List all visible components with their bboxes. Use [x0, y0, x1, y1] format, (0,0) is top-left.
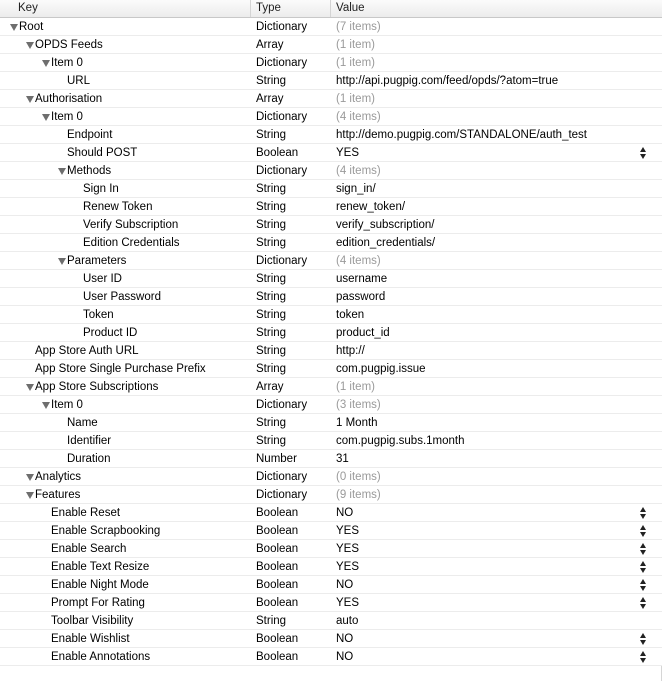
plist-row[interactable] — [0, 36, 662, 54]
plist-row[interactable] — [0, 378, 662, 396]
boolean-stepper-icon[interactable] — [640, 650, 648, 664]
key-label: Enable Reset — [51, 507, 121, 519]
key-cell[interactable] — [0, 162, 250, 180]
type-cell[interactable]: Array — [256, 39, 284, 51]
value-cell[interactable]: verify_subscription/ — [336, 219, 435, 231]
value-cell[interactable]: 31 — [336, 453, 349, 465]
plist-row[interactable] — [0, 360, 662, 378]
plist-row[interactable] — [0, 342, 662, 360]
key-cell[interactable] — [0, 432, 250, 450]
key-label: App Store Single Purchase Prefix — [35, 363, 206, 375]
value-cell[interactable]: http://demo.pugpig.com/STANDALONE/auth_test — [336, 129, 587, 141]
type-cell[interactable]: Boolean — [256, 507, 299, 519]
plist-row[interactable] — [0, 324, 662, 342]
type-cell[interactable]: Dictionary — [256, 21, 308, 33]
key-label: Enable Annotations — [51, 651, 151, 663]
value-cell[interactable]: YES — [336, 525, 360, 537]
plist-row[interactable] — [0, 432, 662, 450]
key-label: Duration — [67, 453, 111, 465]
boolean-stepper-icon[interactable] — [640, 596, 648, 610]
key-label: Item 0 — [51, 57, 83, 69]
value-cell[interactable]: sign_in/ — [336, 183, 376, 195]
type-cell[interactable]: Array — [256, 381, 284, 393]
plist-row[interactable] — [0, 252, 662, 270]
type-cell[interactable]: String — [256, 327, 287, 339]
key-label: Token — [83, 309, 114, 321]
key-label: Enable Text Resize — [51, 561, 150, 573]
key-column-header[interactable]: Key — [18, 2, 38, 14]
type-cell[interactable]: Dictionary — [256, 471, 308, 483]
value-cell[interactable]: token — [336, 309, 365, 321]
boolean-stepper-icon[interactable] — [640, 578, 648, 592]
value-cell[interactable]: (9 items) — [336, 489, 381, 501]
key-label: Toolbar Visibility — [51, 615, 134, 627]
value-cell[interactable]: (1 item) — [336, 39, 375, 51]
plist-row[interactable] — [0, 270, 662, 288]
key-cell[interactable] — [0, 306, 250, 324]
type-cell[interactable]: String — [256, 237, 287, 249]
value-column-header[interactable]: Value — [330, 0, 662, 17]
value-cell[interactable]: (1 item) — [336, 381, 375, 393]
plist-row[interactable] — [0, 486, 662, 504]
plist-row[interactable] — [0, 108, 662, 126]
plist-row[interactable] — [0, 468, 662, 486]
plist-row[interactable] — [0, 414, 662, 432]
plist-row[interactable] — [0, 180, 662, 198]
key-cell[interactable] — [0, 360, 250, 378]
key-cell[interactable] — [0, 270, 250, 288]
key-cell[interactable] — [0, 180, 250, 198]
key-cell[interactable] — [0, 468, 250, 486]
type-cell[interactable]: String — [256, 363, 287, 375]
key-label: Authorisation — [35, 93, 103, 105]
value-cell[interactable]: NO — [336, 633, 354, 645]
value-cell[interactable]: (7 items) — [336, 21, 381, 33]
key-label: Prompt For Rating — [51, 597, 145, 609]
key-cell[interactable] — [0, 504, 250, 522]
value-cell[interactable]: product_id — [336, 327, 390, 339]
value-cell[interactable]: renew_token/ — [336, 201, 406, 213]
plist-row[interactable] — [0, 216, 662, 234]
key-label: Endpoint — [67, 129, 113, 141]
key-label: Name — [67, 417, 98, 429]
type-cell[interactable]: String — [256, 129, 287, 141]
key-cell[interactable] — [0, 648, 250, 666]
key-cell[interactable] — [0, 522, 250, 540]
key-label: Methods — [67, 165, 112, 177]
type-cell[interactable]: Array — [256, 93, 284, 105]
plist-row[interactable] — [0, 630, 662, 648]
value-cell[interactable]: 1 Month — [336, 417, 378, 429]
value-cell[interactable]: NO — [336, 579, 354, 591]
plist-row[interactable] — [0, 126, 662, 144]
key-cell[interactable] — [0, 540, 250, 558]
type-cell[interactable]: Dictionary — [256, 399, 308, 411]
value-cell[interactable]: YES — [336, 543, 360, 555]
value-cell[interactable]: http://api.pugpig.com/feed/opds/?atom=true — [336, 75, 559, 87]
type-cell[interactable]: Number — [256, 453, 297, 465]
value-cell[interactable]: password — [336, 291, 386, 303]
value-cell[interactable]: YES — [336, 597, 360, 609]
plist-row[interactable] — [0, 450, 662, 468]
key-cell[interactable] — [0, 414, 250, 432]
key-label: Edition Credentials — [83, 237, 180, 249]
key-cell[interactable] — [0, 576, 250, 594]
value-cell[interactable]: (4 items) — [336, 255, 381, 267]
value-cell[interactable]: (4 items) — [336, 165, 381, 177]
type-cell[interactable]: String — [256, 75, 287, 87]
key-cell[interactable] — [0, 216, 250, 234]
key-label: Sign In — [83, 183, 119, 195]
plist-row[interactable] — [0, 612, 662, 630]
type-cell[interactable]: String — [256, 345, 287, 357]
key-label: User ID — [83, 273, 122, 285]
key-cell[interactable] — [0, 144, 250, 162]
plist-row[interactable] — [0, 288, 662, 306]
type-cell[interactable]: Boolean — [256, 579, 299, 591]
key-label: Identifier — [67, 435, 112, 447]
value-cell[interactable]: (0 items) — [336, 471, 381, 483]
key-label: App Store Auth URL — [35, 345, 139, 357]
key-cell[interactable] — [0, 396, 250, 414]
type-cell[interactable]: String — [256, 201, 287, 213]
key-label: OPDS Feeds — [35, 39, 103, 51]
key-cell[interactable] — [0, 72, 250, 90]
plist-row[interactable] — [0, 594, 662, 612]
key-label: Parameters — [67, 255, 127, 267]
plist-row[interactable] — [0, 90, 662, 108]
key-label: URL — [67, 75, 91, 87]
boolean-stepper-icon[interactable] — [640, 146, 648, 160]
key-cell[interactable] — [0, 342, 250, 360]
value-cell[interactable]: (1 item) — [336, 57, 375, 69]
plist-row[interactable] — [0, 54, 662, 72]
key-label: Enable Night Mode — [51, 579, 149, 591]
plist-row[interactable] — [0, 396, 662, 414]
value-cell[interactable]: NO — [336, 507, 354, 519]
key-cell[interactable] — [0, 288, 250, 306]
value-cell[interactable]: http:// — [336, 345, 365, 357]
type-cell[interactable]: String — [256, 183, 287, 195]
value-cell[interactable]: YES — [336, 147, 360, 159]
key-cell[interactable] — [0, 108, 250, 126]
boolean-stepper-icon[interactable] — [640, 560, 648, 574]
key-cell[interactable] — [0, 126, 250, 144]
plist-row[interactable] — [0, 576, 662, 594]
key-cell[interactable] — [0, 54, 250, 72]
type-cell[interactable]: String — [256, 309, 287, 321]
value-cell[interactable]: YES — [336, 561, 360, 573]
key-cell[interactable] — [0, 450, 250, 468]
key-label: Enable Wishlist — [51, 633, 130, 645]
key-label: Enable Scrapbooking — [51, 525, 161, 537]
type-cell[interactable]: String — [256, 273, 287, 285]
key-label: Analytics — [35, 471, 82, 483]
key-cell[interactable] — [0, 486, 250, 504]
column-header-bar — [0, 0, 662, 18]
value-cell[interactable]: NO — [336, 651, 354, 663]
type-cell[interactable]: String — [256, 417, 287, 429]
key-cell[interactable] — [0, 630, 250, 648]
boolean-stepper-icon[interactable] — [640, 524, 648, 538]
type-cell[interactable]: Dictionary — [256, 57, 308, 69]
value-cell[interactable]: com.pugpig.issue — [336, 363, 426, 375]
key-label: Should POST — [67, 147, 138, 159]
value-cell[interactable]: username — [336, 273, 388, 285]
type-cell[interactable]: Dictionary — [256, 255, 308, 267]
key-label: Features — [35, 489, 81, 501]
key-cell[interactable] — [0, 90, 250, 108]
key-cell[interactable] — [0, 18, 250, 36]
plist-row[interactable] — [0, 198, 662, 216]
plist-row[interactable] — [0, 648, 662, 666]
key-label: Enable Search — [51, 543, 127, 555]
type-cell[interactable]: Dictionary — [256, 111, 308, 123]
type-cell[interactable]: String — [256, 615, 287, 627]
type-cell[interactable]: Boolean — [256, 525, 299, 537]
type-cell[interactable]: Boolean — [256, 651, 299, 663]
value-cell[interactable]: com.pugpig.subs.1month — [336, 435, 465, 447]
value-cell[interactable]: auto — [336, 615, 359, 627]
value-cell[interactable]: (4 items) — [336, 111, 381, 123]
type-cell[interactable]: Boolean — [256, 543, 299, 555]
key-cell[interactable] — [0, 36, 250, 54]
type-cell[interactable]: String — [256, 435, 287, 447]
key-cell[interactable] — [0, 252, 250, 270]
type-cell[interactable]: Boolean — [256, 633, 299, 645]
key-label: Renew Token — [83, 201, 153, 213]
key-cell[interactable] — [0, 234, 250, 252]
key-label: Verify Subscription — [83, 219, 179, 231]
type-cell[interactable]: Boolean — [256, 561, 299, 573]
key-cell[interactable] — [0, 198, 250, 216]
key-cell[interactable] — [0, 558, 250, 576]
type-cell[interactable]: Boolean — [256, 147, 299, 159]
key-cell[interactable] — [0, 378, 250, 396]
plist-rows — [0, 18, 662, 666]
type-cell[interactable]: String — [256, 291, 287, 303]
plist-row[interactable] — [0, 144, 662, 162]
plist-row[interactable] — [0, 522, 662, 540]
boolean-stepper-icon[interactable] — [640, 506, 648, 520]
plist-row[interactable] — [0, 72, 662, 90]
plist-row[interactable] — [0, 306, 662, 324]
boolean-stepper-icon[interactable] — [640, 542, 648, 556]
value-cell[interactable]: edition_credentials/ — [336, 237, 436, 249]
plist-row[interactable] — [0, 540, 662, 558]
key-cell[interactable] — [0, 324, 250, 342]
key-label: App Store Subscriptions — [35, 381, 159, 393]
value-cell[interactable]: (1 item) — [336, 93, 375, 105]
plist-row[interactable] — [0, 558, 662, 576]
key-label: Item 0 — [51, 399, 83, 411]
key-label: Item 0 — [51, 111, 83, 123]
type-cell[interactable]: String — [256, 219, 287, 231]
plist-row[interactable] — [0, 234, 662, 252]
plist-row[interactable] — [0, 18, 662, 36]
value-cell[interactable]: (3 items) — [336, 399, 381, 411]
key-label: User Password — [83, 291, 161, 303]
plist-row[interactable] — [0, 162, 662, 180]
type-cell[interactable]: Boolean — [256, 597, 299, 609]
type-column-header[interactable]: Type — [250, 0, 330, 17]
key-cell[interactable] — [0, 594, 250, 612]
key-label: Root — [19, 21, 44, 33]
key-label: Product ID — [83, 327, 138, 339]
type-cell[interactable]: Dictionary — [256, 165, 308, 177]
key-cell[interactable] — [0, 612, 250, 630]
type-cell[interactable]: Dictionary — [256, 489, 308, 501]
boolean-stepper-icon[interactable] — [640, 632, 648, 646]
plist-row[interactable] — [0, 504, 662, 522]
